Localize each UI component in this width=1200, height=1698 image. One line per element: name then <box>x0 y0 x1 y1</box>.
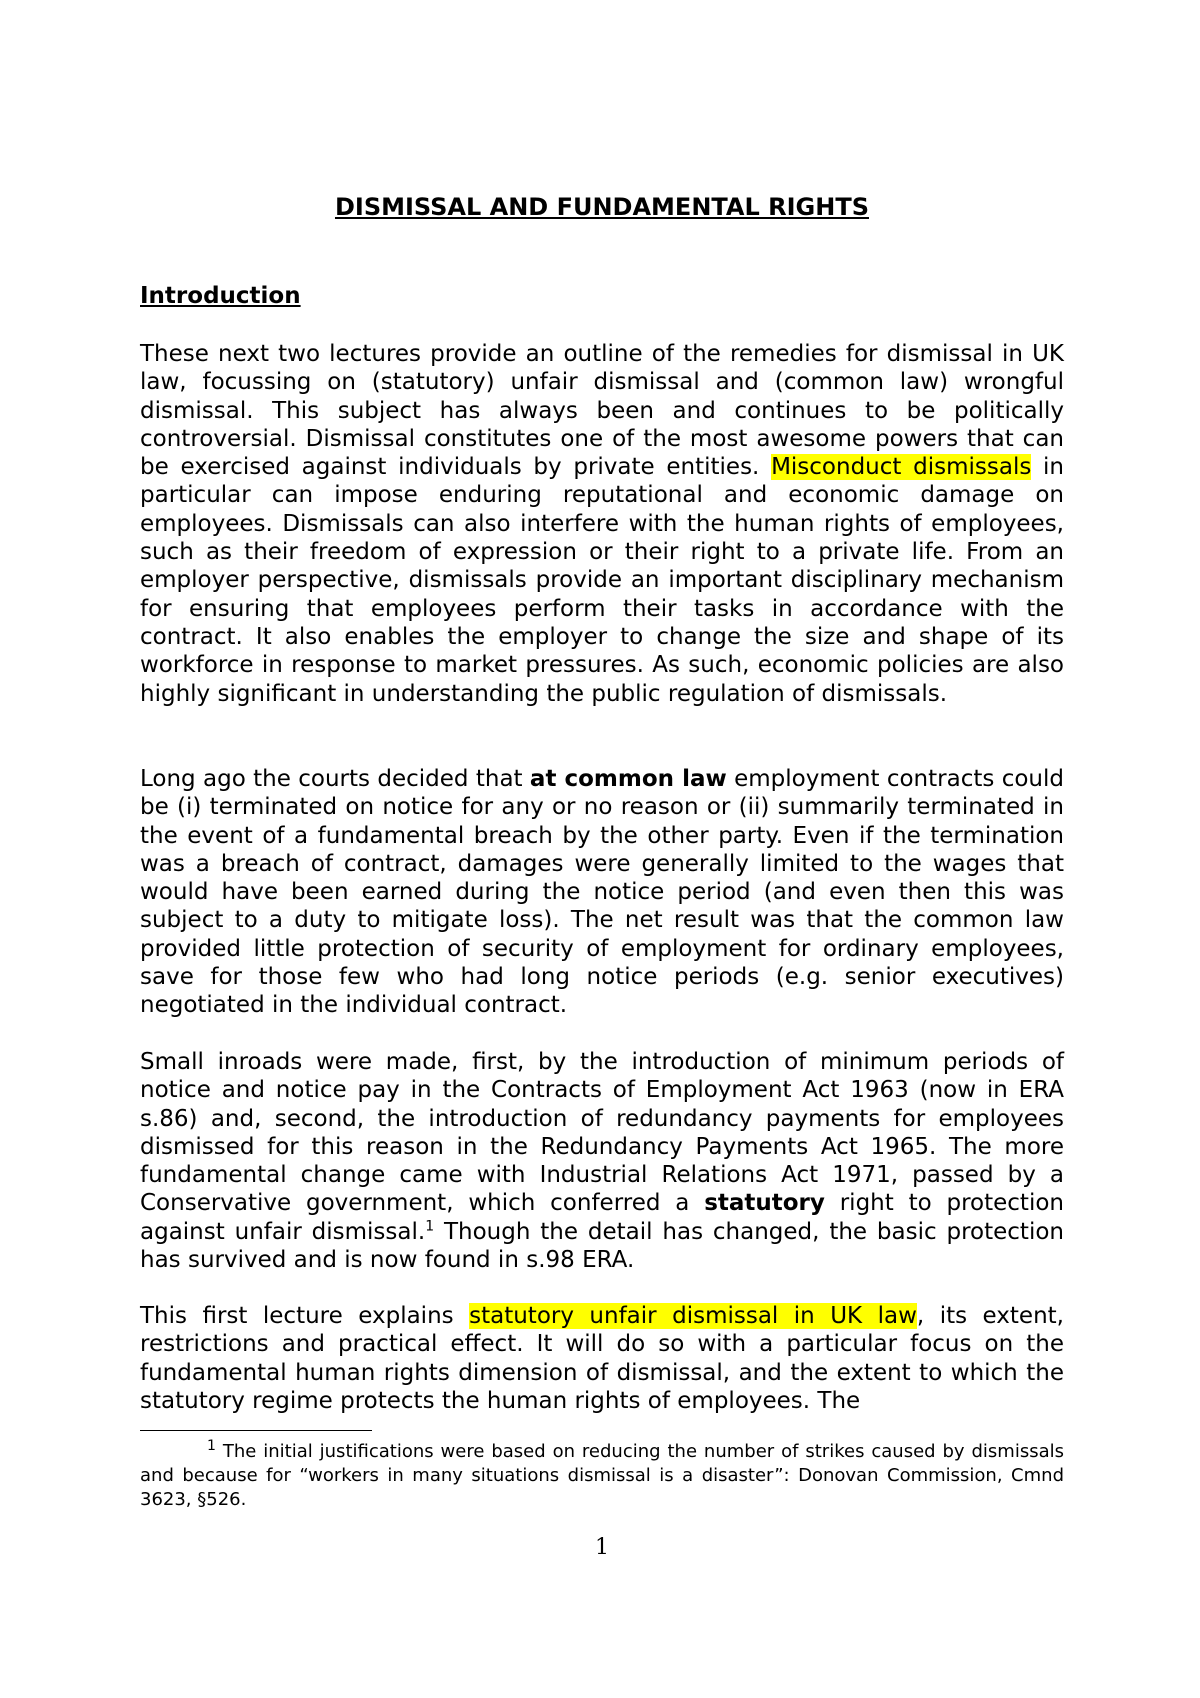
paragraph-4-text-a: This first lecture explains <box>140 1303 470 1329</box>
paragraph-1 <box>140 340 1064 708</box>
section-heading-introduction: Introduction <box>140 283 301 309</box>
footnote <box>140 1440 1064 1512</box>
paragraph-3-text-a: Small inroads were made, first, by the introduction of minimum periods of notice and notice pay in the Contracts of Employment Act 1963 (now in ERA s.86) and, second, the introduction of redundancy payments for employees dismissed for this reason in the Redundancy Payments Act 1965. The more fundamental change came with Industrial Relations Act 1971, passed by a Conservative government, which conferred a <box>140 1049 1064 1217</box>
bold-statutory: statutory <box>704 1190 825 1217</box>
highlight-misconduct-dismissals: Misconduct dismissals <box>771 454 1032 481</box>
paragraph-4-text-b: , its extent, restrictions and practical effect. It will do so with a particular focus on the fundamental human rights dimension of dismissal, and the extent to which the statutory regime protects the human rights of employees. The <box>140 1303 1064 1414</box>
paragraph-4 <box>140 1302 1064 1415</box>
footnote-text: The initial justifications were based on reducing the number of strikes caused by dismissals and because for “workers in many situations dismissal is a disaster”: Donovan Commission, Cmnd 3623, §526. <box>140 1441 1064 1510</box>
paragraph-3 <box>140 1048 1064 1274</box>
paragraph-2 <box>140 765 1064 1020</box>
footnote-reference[interactable]: 1 <box>425 1218 435 1235</box>
footnote-separator <box>140 1430 372 1431</box>
paragraph-3-text-c: Though the detail has changed, the basic protection has survived and is now found in s.98 ERA. <box>140 1218 1064 1274</box>
page-number: 1 <box>595 1535 609 1560</box>
paragraph-1-text-b: in particular can impose enduring reputational and economic damage on employees. Dismissals can also interfere with the human rights of employees, such as their freedom of expression or their right to a private life. From an employer perspective, dismissals provide an important disciplinary mechanism for ensuring that employees perform their tasks in accordance with the contract. It also enables the employer to change the size and shape of its workforce in response to market pressures. As such, economic policies are also highly significant in understanding the public regulation of dismissals. <box>140 454 1064 707</box>
bold-at-common-law: at common law <box>529 766 727 792</box>
paragraph-1-text-a: These next two lectures provide an outline of the remedies for dismissal in UK law, focussing on (statutory) unfair dismissal and (common law) wrongful dismissal. This subject has always been and continues to be politically controversial. Dismissal constitutes one of the most awesome powers that can be exercised against individuals by private entities. <box>140 341 1064 481</box>
paragraph-2-text-a: Long ago the courts decided that <box>140 766 530 792</box>
paragraph-3-text-b: right to protection against unfair dismissal. <box>140 1190 1064 1245</box>
highlight-statutory-unfair-dismissal: statutory unfair dismissal in UK law <box>469 1303 917 1329</box>
document-title: DISMISSAL AND FUNDAMENTAL RIGHTS <box>334 193 869 221</box>
paragraph-2-text-b: employment contracts could be (i) terminated on notice for any or no reason or (ii) summarily terminated in the event of a fundamental breach by the other party. Even if the termination was a breach of contract, damages were generally limited to the wages that would have been earned during the notice period (and even then this was subject to a duty to mitigate loss). The net result was that the common law provided little protection of security of employment for ordinary employees, save for those few who had long notice periods (e.g. senior executives) negotiated in the individual contract. <box>140 766 1064 1019</box>
footnote-number: 1 <box>207 1438 216 1454</box>
